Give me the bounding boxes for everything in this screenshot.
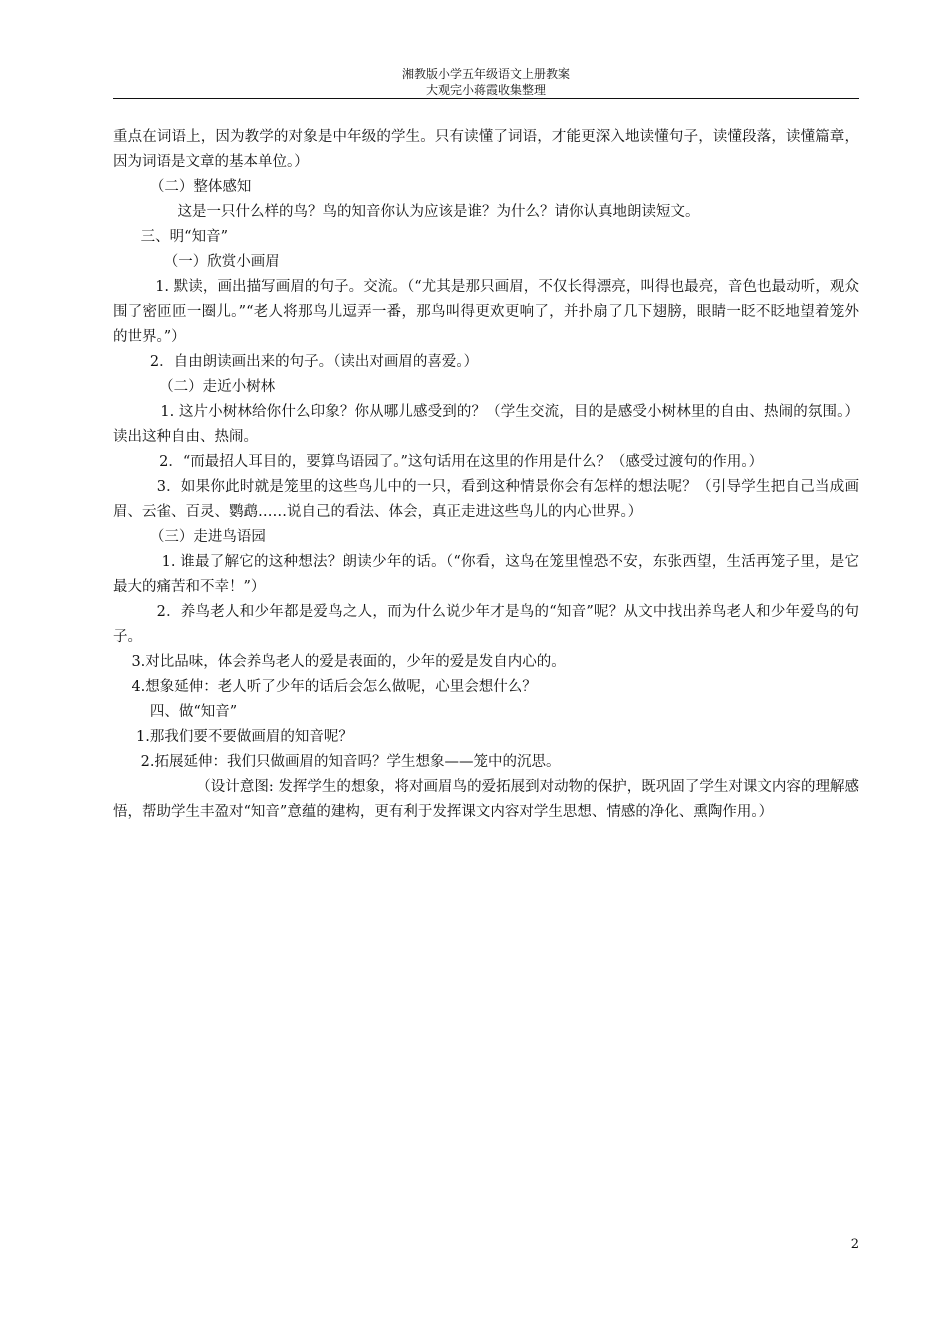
header-subtitle: 大观完小蒋霞收集整理 [425,83,546,97]
paragraph: 2．自由朗读画出来的句子。（读出对画眉的喜爱。） [113,354,479,370]
paragraph: 3．如果你此时就是笼里的这些鸟儿中的一只，看到这种情景你会有怎样的想法呢？（引导学生把自己当成画眉、云雀、百灵、鹦鹉……说自己的看法、体会，真正走进这些鸟儿的内心世界。） [113,479,859,520]
section-heading: （二）整体感知 [113,179,252,195]
paragraph: 这是一只什么样的鸟？鸟的知音你认为应该是谁？为什么？请你认真地朗读短文。 [113,204,700,220]
section-heading: （一）欣赏小画眉 [113,254,280,270]
page-number: 2 [850,1237,859,1252]
paragraph: 4.想象延伸：老人听了少年的话后会怎么做呢，心里会想什么？ [113,679,537,695]
header-divider [113,98,859,99]
paragraph: 3.对比品味，体会养鸟老人的爱是表面的，少年的爱是发自内心的。 [113,654,566,670]
section-heading: 三、明“知音” [113,229,228,245]
section-heading: 四、做“知音” [113,704,238,720]
paragraph: 1. 这片小树林给你什么印象？你从哪儿感受到的？（学生交流，目的是感受小树林里的自由、热闹的氛围。）读出这种自由、热闹。 [113,404,859,445]
paragraph: 2.拓展延伸：我们只做画眉的知音吗？学生想象——笼中的沉思。 [113,754,561,770]
header-title: 湘教版小学五年级语文上册教案 [401,67,570,81]
paragraph: 1. 默读，画出描写画眉的句子。交流。（“尤其是那只画眉，不仅长得漂亮，叫得也最亮，音色也最动听，观众围了密匝匝一圈儿。”“老人将那鸟儿逗弄一番，那鸟叫得更欢更响了，并扑扇了几下翅膀，眼睛一眨不眨地望着笼外的世界。”） [113,279,860,345]
paragraph: 重点在词语上，因为教学的对象是中年级的学生。只有读懂了词语，才能更深入地读懂句子，读懂段落，读懂篇章，因为词语是文章的基本单位。） [113,129,859,170]
paragraph: 1. 谁最了解它的这种想法？朗读少年的话。（“你看，这鸟在笼里惶恐不安，东张西望，生活再笼子里，是它最大的痛苦和不幸！”） [113,554,860,595]
page-header [113,66,859,98]
paragraph: 2．养鸟老人和少年都是爱鸟之人，而为什么说少年才是鸟的“知音”呢？从文中找出养鸟老人和少年爱鸟的句子。 [113,604,859,645]
paragraph: 2．“而最招人耳目的，要算鸟语园了。”这句话用在这里的作用是什么？（感受过渡句的作用。） [113,454,764,470]
section-heading: （二）走近小树林 [113,379,276,395]
document-body [113,125,859,825]
paragraph: 1.那我们要不要做画眉的知音呢？ [113,729,353,745]
paragraph: （设计意图: 发挥学生的想象，将对画眉鸟的爱拓展到对动物的保护，既巩固了学生对课文内容的理解感悟，帮助学生丰盈对“知音”意蕴的建构，更有利于发挥课文内容对学生思想、情感的净化、熏陶作用。） [113,779,859,820]
section-heading: （三）走进鸟语园 [113,529,266,545]
